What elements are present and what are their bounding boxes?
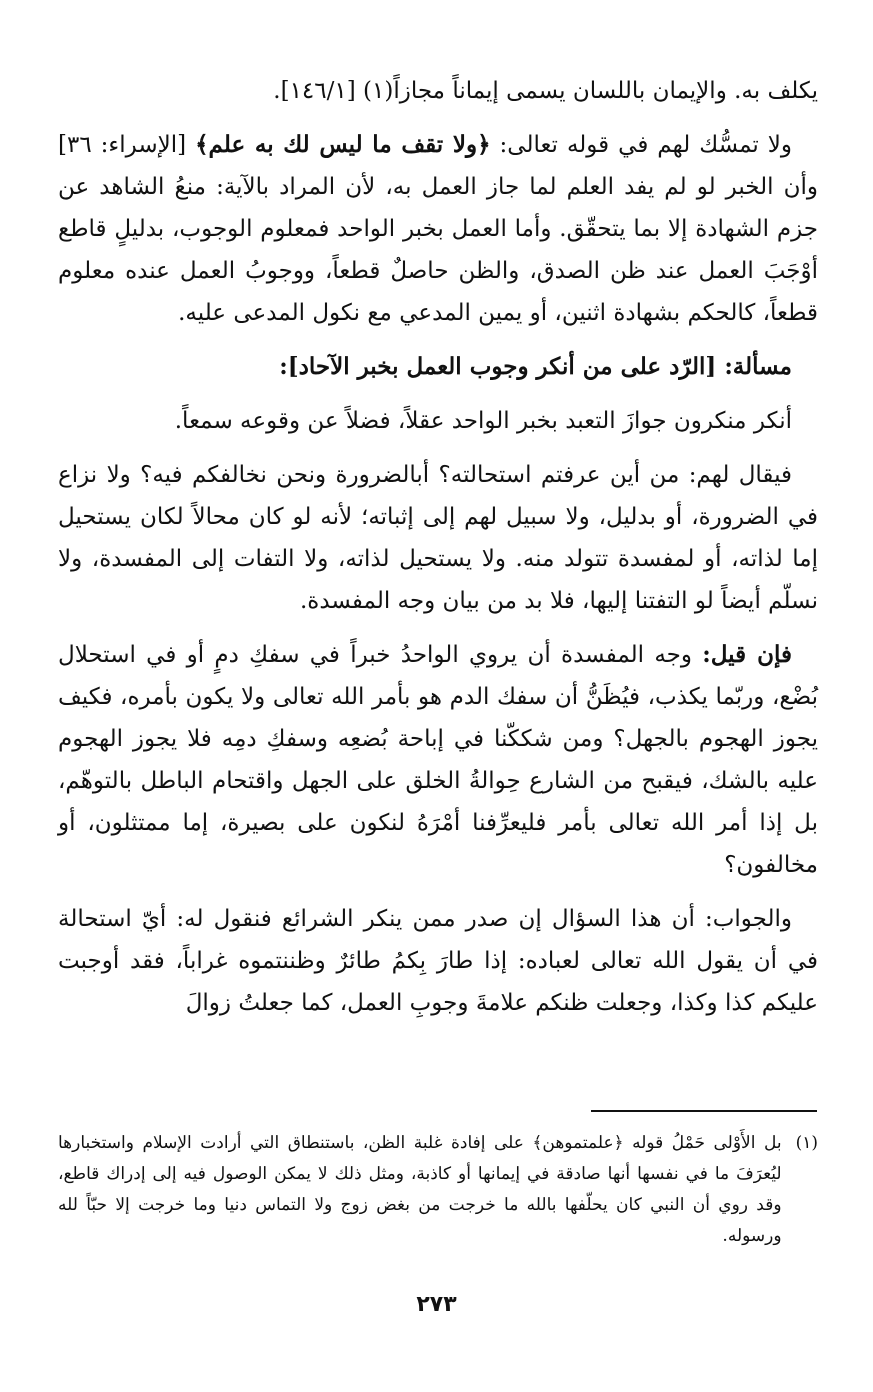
paragraph-6-text: وجه المفسدة أن يروي الواحدُ خبراً في سفكِ دمٍ أو في استحلال بُضْع، وربّما يكذب، فيُظَنُّ أن سفك الدم هو بأمر الله تعالى ولا يكون بأمره، فكيف يجوز الهجوم بالجهل؟ ومن شككّنا في إباحة بُضعِه وسفكِ دمِه فلا يجوز الهجوم عليه بالشك، فيقبح من الشارع حِوالةُ الخلق على الجهل واقتحام الباطل بالتوهّم، بل إذا أمر الله تعالى بأمر فليعرِّفنا أمْرَهُ لنكون على بصيرة، إما ممتثلون، أو مخالفون؟ <box>58 642 818 878</box>
paragraph-2-text-before: ولا تمسُّك لهم في قوله تعالى: <box>490 132 792 158</box>
section-heading-text: مسألة: [الرّد على من أنكر وجوب العمل بخبر الآحاد]: <box>279 353 792 380</box>
paragraph-7-text: والجواب: أن هذا السؤال إن صدر ممن ينكر الشرائع فنقول له: أيّ استحالة في أن يقول الله تعالى لعباده: إذا طارَ بِكمُ طائرٌ وظننتموه غراباً، فقد أوجبت عليكم كذا وكذا، وجعلت ظنكم علامةَ وجوبِ العمل، كما جعلتُ زوالَ <box>58 906 818 1016</box>
footnote-separator <box>591 1110 817 1112</box>
paragraph-1 <box>58 70 818 112</box>
footnote-text: بل الأَوْلى حَمْلُ قوله ﴿علمتموهن﴾ على إفادة غلبة الظن، باستنطاق التي أرادت الإسلام واستخبارها ليُعرَفَ ما في نفسها أنها صادقة في إيمانها أو كاذبة، ومثل ذلك لا يمكن الوصول فيه إلى إدراك قاطع، وقد روي أن النبي كان يحلّفها بالله ما خرجت من بغض زوج ولا التماس دنيا وما خرجت إلا حبّاً لله ورسوله. <box>58 1133 782 1246</box>
page-number: ٢٧٣ <box>416 1292 457 1317</box>
section-heading <box>58 346 818 388</box>
paragraph-6-lead: فإن قيل: <box>702 641 792 668</box>
paragraph-4-text: أنكر منكرون جوازَ التعبد بخبر الواحد عقلاً، فضلاً عن وقوعه سمعاً. <box>174 408 792 434</box>
paragraph-1-text: يكلف به. والإيمان باللسان يسمى إيماناً مجازاً(١) [١٤٦/١]. <box>273 78 818 104</box>
main-text <box>58 70 818 1036</box>
paragraph-4 <box>58 400 818 442</box>
paragraph-2-text-after: [الإسراء: ٣٦] وأن الخبر لو لم يفد العلم لما جاز العمل به، لأن المراد بالآية: منعُ الشاهد عن جزم الشهادة إلا بما يتحقّق. وأما العمل بخبر الواحد فمعلوم الوجوب، بدليلٍ قاطع أوْجَبَ العمل عند ظن الصدق، والظن حاصلٌ قطعاً، ووجوبُ العمل عنده معلوم قطعاً، كالحكم بشهادة اثنين، أو يمين المدعي مع نكول المدعى عليه. <box>58 132 818 326</box>
paragraph-7 <box>58 898 818 1024</box>
footnotes <box>58 1128 818 1252</box>
paragraph-2 <box>58 124 818 334</box>
paragraph-5-text: فيقال لهم: من أين عرفتم استحالته؟ أبالضرورة ونحن نخالفكم فيه؟ ولا نزاع في الضرورة، أو بدليل، ولا سبيل لهم إلى إثباته؛ لأنه لو كان محالاً لكان يستحيل إما لذاته، أو لمفسدة تتولد منه. ولا يستحيل لذاته، ولا التفات إلى المفسدة، ولا نسلّم أيضاً لو التفتنا إليها، فلا بد من بيان وجه المفسدة. <box>58 462 818 614</box>
footnote-1 <box>58 1128 818 1252</box>
quran-verse: ﴿ولا تقف ما ليس لك به علم﴾ <box>195 131 491 158</box>
footnote-number: (١) <box>795 1133 818 1153</box>
paragraph-6 <box>58 634 818 886</box>
paragraph-5 <box>58 454 818 622</box>
